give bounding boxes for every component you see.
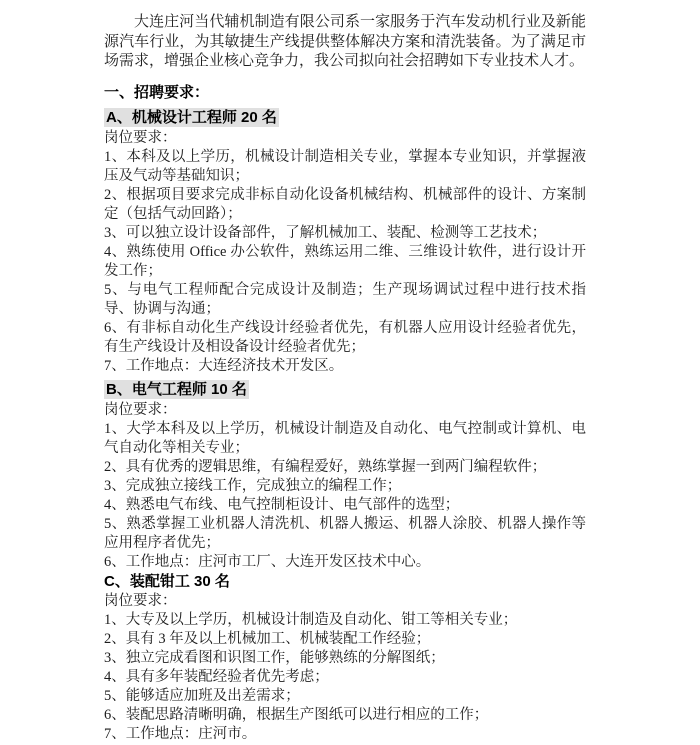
requirement-item: 1、大专及以上学历，机械设计制造及自动化、钳工等相关专业； xyxy=(104,611,518,628)
job-heading-text: C、装配钳工 30 名 xyxy=(104,572,230,590)
requirement-item: 4、熟练使用 Office 办公软件，熟练运用二维、三维设计软件，进行设计开发工作； xyxy=(104,243,586,279)
requirement-item: 6、有非标自动化生产线设计经验者优先，有机器人应用设计经验者优先，有生产线设计及相设备设计经验者优先； xyxy=(104,319,586,355)
intro-paragraph: 大连庄河当代辅机制造有限公司系一家服务于汽车发动机行业及新能源汽车行业，为其敏捷生产线提供整体解决方案和清洗装备。为了满足市场需求，增强企业核心竞争力，我公司拟向社会招聘如下专业技术人才。 xyxy=(104,14,586,69)
requirement-item: 2、具有 3 年及以上机械加工、机械装配工作经验； xyxy=(104,630,431,647)
requirement-item: 7、工作地点：庄河市。 xyxy=(104,725,257,742)
job-section xyxy=(104,380,586,572)
requirement-item: 4、具有多年装配经验者优先考虑； xyxy=(104,668,329,685)
requirement-item: 5、熟悉掌握工业机器人清洗机、机器人搬运、机器人涂胶、机器人操作等应用程序者优先； xyxy=(104,515,586,551)
requirement-item: 5、能够适应加班及出差需求； xyxy=(104,687,300,704)
requirements-label: 岗位要求： xyxy=(104,401,177,418)
requirement-item: 5、与电气工程师配合完成设计及制造；生产现场调试过程中进行技术指导、协调与沟通； xyxy=(104,281,586,317)
requirement-item: 6、工作地点：庄河市工厂、大连开发区技术中心。 xyxy=(104,553,431,570)
job-heading xyxy=(104,108,586,128)
requirement-item: 4、熟悉电气布线、电气控制柜设计、电气部件的选型； xyxy=(104,496,460,513)
requirements-label: 岗位要求： xyxy=(104,129,177,146)
requirement-item: 3、完成独立接线工作，完成独立的编程工作； xyxy=(104,477,402,494)
requirement-item: 2、具有优秀的逻辑思维，有编程爱好，熟练掌握一到两门编程软件； xyxy=(104,458,547,475)
requirement-item: 6、装配思路清晰明确，根据生产图纸可以进行相应的工作； xyxy=(104,706,489,723)
requirement-item: 2、根据项目要求完成非标自动化设备机械结构、机械部件的设计、方案制定（包括气动回路）； xyxy=(104,186,586,222)
recruitment-requirements-heading: 一、招聘要求： xyxy=(104,83,210,101)
requirement-item: 1、大学本科及以上学历，机械设计制造及自动化、电气控制或计算机、电气自动化等相关专业； xyxy=(104,420,586,456)
job-section xyxy=(104,108,586,376)
job-sections xyxy=(104,108,586,744)
requirement-item: 1、本科及以上学历，机械设计制造相关专业，掌握本专业知识，并掌握液压及气动等基础知识； xyxy=(104,148,586,184)
job-heading-text: B、电气工程师 10 名 xyxy=(106,380,247,398)
job-section xyxy=(104,572,586,744)
requirements-label: 岗位要求： xyxy=(104,592,177,609)
requirement-item: 3、独立完成看图和识图工作，能够熟练的分解图纸； xyxy=(104,649,445,666)
job-heading xyxy=(104,572,586,592)
job-heading xyxy=(104,380,586,400)
requirement-item: 3、可以独立设计设备部件，了解机械加工、装配、检测等工艺技术； xyxy=(104,224,547,241)
requirement-item: 7、工作地点：大连经济技术开发区。 xyxy=(104,357,344,374)
job-heading-text: A、机械设计工程师 20 名 xyxy=(106,108,277,126)
